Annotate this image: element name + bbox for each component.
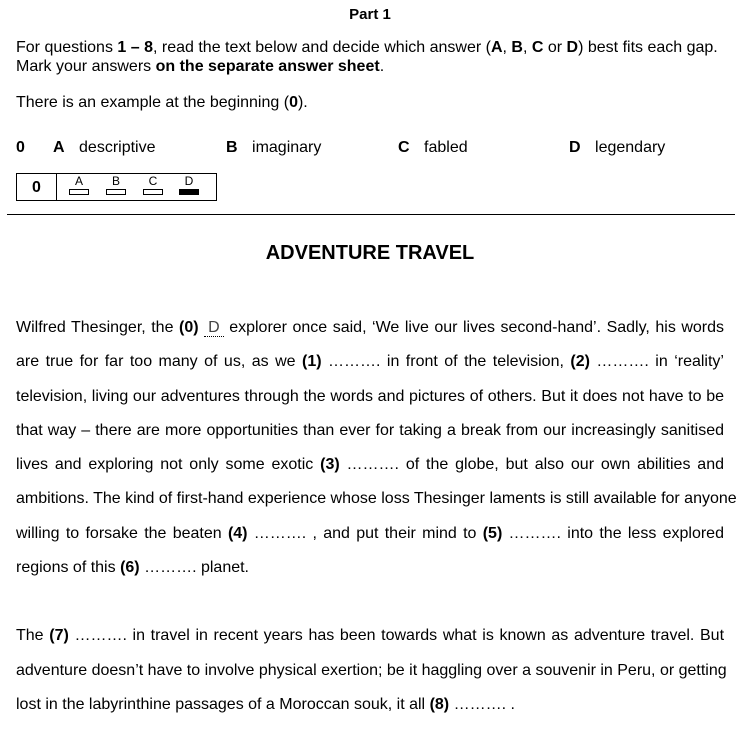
gap-4: (4): [227, 525, 248, 542]
example-option-b: [226, 139, 321, 157]
example-answer-box: [16, 173, 217, 201]
gap-5: (5): [482, 525, 503, 542]
answer-bubble-a: [69, 175, 89, 195]
paragraph-1-line-8: regions of this (6) ………. planet.: [16, 559, 249, 576]
answer-box-number: 0: [17, 174, 57, 200]
option-text: imaginary: [252, 139, 322, 156]
gap-6: (6): [120, 559, 140, 576]
paragraph-1-line-5: lives and exploring not only some exotic (3) ………. of the globe, but also our own abilities and: [16, 456, 725, 473]
option-letter: A: [53, 139, 65, 156]
gap-2: (2): [570, 353, 590, 370]
bubble-letter: C: [148, 174, 158, 188]
bubble-mark: [143, 189, 163, 195]
paragraph-2-line-2: adventure doesn’t have to involve physical exertion; be it haggling over a souvenir in Peru, or getting: [16, 662, 727, 679]
option-text: legendary: [595, 139, 666, 156]
gap-8: (8): [429, 696, 450, 713]
bubble-mark: [69, 189, 89, 195]
paragraph-1-line-2: are true for far too many of us, as we (1) ………. in front of the television, (2) ………. in ‘reality’: [16, 353, 724, 370]
example-option-c: [398, 139, 468, 157]
paragraph-1-line-4: that way – there are more opportunities than ever for taking a break from our increasingly sanitised: [16, 422, 724, 439]
paragraph-2-line-1: The (7) ………. in travel in recent years has been towards what is known as adventure travel. But: [16, 627, 725, 644]
example-option-a: [53, 139, 156, 157]
bubble-letter: A: [74, 174, 83, 188]
text-title: ADVENTURE TRAVEL: [265, 242, 475, 264]
example-note: There is an example at the beginning (0).: [16, 94, 308, 111]
part-title: Part 1: [349, 6, 391, 23]
paragraph-1-line-7: willing to forsake the beaten (4) ………. , and put their mind to (5) ………. into the less explored: [16, 525, 724, 542]
option-text: fabled: [424, 139, 468, 156]
bubble-mark: [106, 189, 126, 195]
option-letter: B: [226, 139, 238, 156]
gap-0: (0): [179, 319, 199, 336]
option-letter: D: [569, 139, 581, 156]
example-gap-answer: D: [204, 319, 224, 337]
gap-7: (7): [49, 627, 69, 644]
paragraph-1-line-3: television, living our adventures through the words and pictures of others. But it does not have to be: [16, 388, 724, 405]
section-divider: [7, 214, 735, 215]
paragraph-2-line-3: lost in the labyrinthine passages of a Moroccan souk, it all (8) ………. .: [16, 696, 515, 713]
paragraph-1-line-1: Wilfred Thesinger, the (0) D explorer once said, ‘We live our lives second-hand’. Sadly, his words: [16, 319, 725, 336]
bubble-mark-filled: [179, 189, 199, 195]
option-letter: C: [398, 139, 410, 156]
answer-bubble-c: [143, 175, 163, 195]
example-option-d: [569, 139, 665, 157]
answer-bubble-b: [106, 175, 126, 195]
example-question-number: 0: [16, 139, 25, 156]
gap-1: (1): [301, 353, 322, 370]
bubble-letter: B: [111, 174, 120, 188]
bubble-letter: D: [184, 174, 194, 188]
gap-3: (3): [320, 456, 340, 473]
instructions-line-2: Mark your answers on the separate answer sheet.: [16, 58, 385, 75]
instructions-line-1: For questions 1 – 8, read the text below and decide which answer (A, B, C or D) best fits each gap.: [16, 39, 718, 56]
paragraph-1-line-6: ambitions. The kind of first-hand experience whose loss Thesinger laments is still available for anyone: [16, 490, 737, 507]
answer-bubble-d: [179, 175, 199, 195]
option-text: descriptive: [79, 139, 156, 156]
